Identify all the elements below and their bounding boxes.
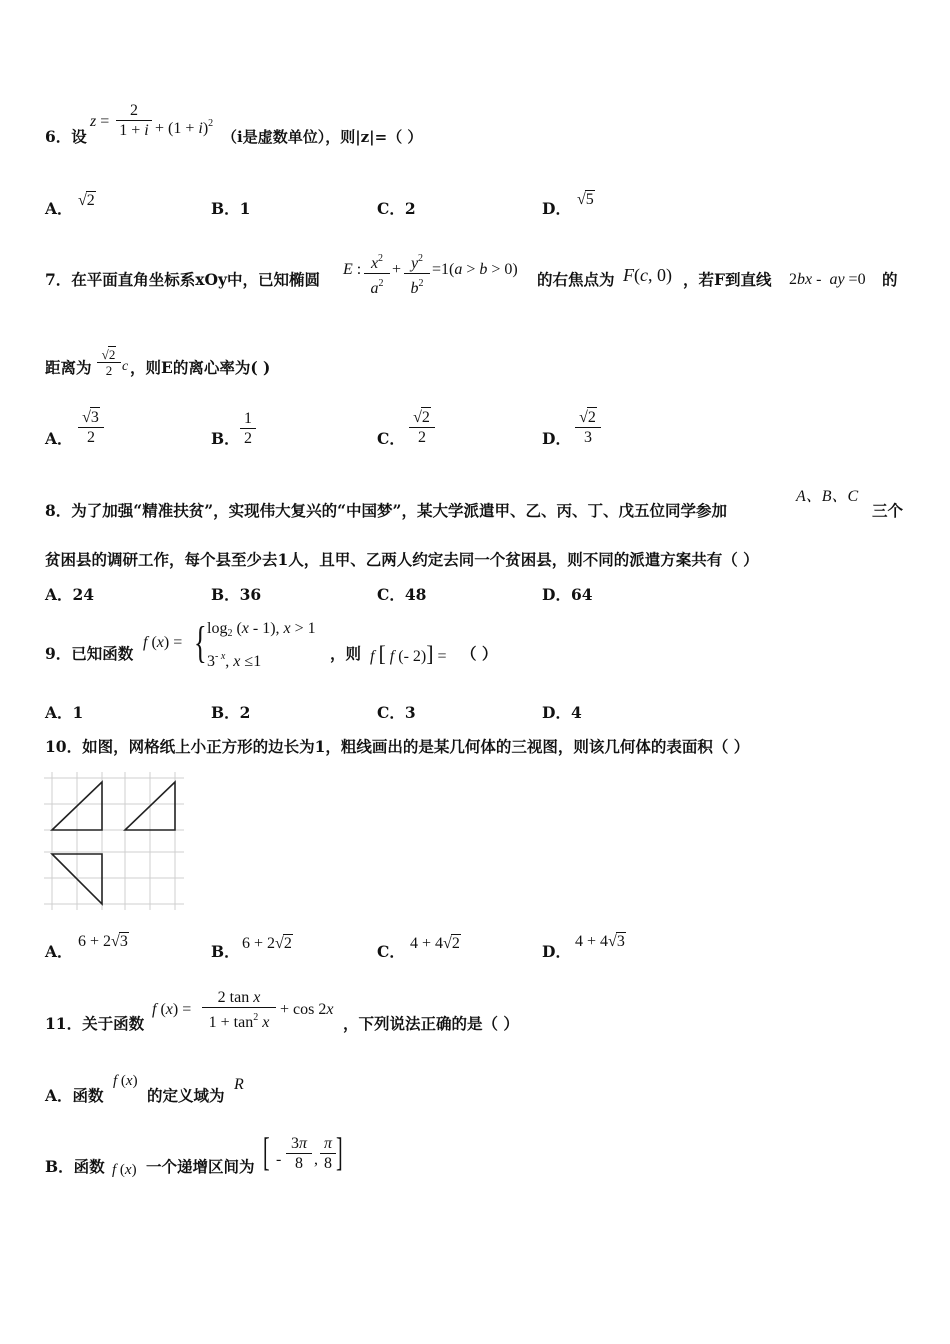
q10-option-a[interactable]: A． bbox=[45, 942, 73, 961]
q11-option-a-mid: 的定义域为 bbox=[147, 1086, 225, 1105]
q6-formula-tail: + $(1 + i)^2$ bbox=[155, 118, 214, 137]
q11-fraction: $\frac{\text{2 tan x}}{1 + \tan^2 x}$ bbox=[202, 988, 276, 1032]
q11-option-b-lower: $\frac{3\pi}{8}$ bbox=[286, 1134, 312, 1173]
q11-option-b-comma: , bbox=[314, 1151, 318, 1168]
q6-note: （i是虚数单位），则|z|=（ ） bbox=[222, 128, 423, 146]
q7-line: 2bx - ay =0 bbox=[789, 271, 866, 288]
q10-option-b-value: 6 + 2√2 bbox=[242, 935, 292, 952]
q6-option-d[interactable]: D． bbox=[542, 199, 571, 218]
q6-fraction: $\frac{2}{1 + i}$ bbox=[116, 101, 152, 140]
q7-mid2: ，若F到直线 bbox=[683, 270, 772, 289]
q7-label-text: 7．在平面直角坐标系xOy中，已知椭圆 bbox=[45, 270, 321, 289]
q11-option-a-domain: R bbox=[234, 1076, 244, 1093]
q11-function: f (x) = bbox=[152, 1001, 192, 1018]
q7-distance-fraction: $\frac{√2}{2}$ bbox=[97, 346, 121, 378]
q11-option-b-bracket-left: [ bbox=[263, 1129, 270, 1174]
q11-option-b-mid: 一个递增区间为 bbox=[146, 1157, 255, 1176]
q6-option-b[interactable]: B．1 bbox=[211, 199, 251, 218]
q9-option-d[interactable]: D．4 bbox=[542, 703, 582, 722]
q7-option-a-value: $\frac{√3}{2}$ bbox=[78, 407, 104, 447]
q6-formula: z = bbox=[90, 113, 110, 130]
q9-brace: { bbox=[194, 618, 207, 667]
q7-option-d[interactable]: D． bbox=[542, 429, 571, 448]
q11-option-b-fx: f (x) bbox=[112, 1162, 137, 1178]
q9-case2: $3^{- x}$, x ≤1 bbox=[207, 651, 262, 670]
q7-option-c-value: $\frac{√2}{2}$ bbox=[409, 407, 435, 447]
q9-option-a[interactable]: A．1 bbox=[45, 703, 84, 722]
q9-case1: $\log_2 (x - 1)$, x > 1 bbox=[207, 620, 316, 639]
q9-label: 9．已知函数 bbox=[45, 644, 134, 663]
q7-option-b[interactable]: B． bbox=[211, 429, 240, 448]
q11-option-b-upper: $\frac{\pi}{8}$ bbox=[320, 1134, 336, 1173]
q11-option-b-label[interactable]: B．函数 bbox=[45, 1157, 105, 1176]
q9-end: （ ） bbox=[461, 644, 498, 663]
q8-line2: 贫困县的调研工作，每个县至少去1人，且甲、乙两人约定去同一个贫困县，则不同的派遣方案共有（ ） bbox=[45, 550, 759, 569]
q6-option-d-value: √5 bbox=[577, 191, 594, 208]
q8-tail: 三个 bbox=[872, 501, 904, 520]
q8-option-d[interactable]: D．64 bbox=[542, 585, 593, 604]
q7-mid: 的右焦点为 bbox=[537, 270, 615, 289]
q6-label: 6．设 bbox=[45, 127, 87, 146]
q8-abc: A、B、C bbox=[796, 488, 859, 505]
q10-option-c-value: 4 + 4√2 bbox=[410, 935, 460, 952]
q11-option-b-minus: - bbox=[276, 1151, 282, 1168]
q9-option-b[interactable]: B．2 bbox=[211, 703, 251, 722]
q8-option-b[interactable]: B．36 bbox=[211, 585, 262, 604]
q9-composite: f [ f (- 2)] = bbox=[370, 641, 447, 666]
q7-line2a: 距离为 bbox=[45, 358, 92, 377]
q7-option-c[interactable]: C． bbox=[377, 429, 405, 448]
q6-option-a-value: √2 bbox=[78, 192, 95, 209]
q10-text: 10．如图，网格纸上小正方形的边长为1，粗线画出的是某几何体的三视图，则该几何体的表面积（ ） bbox=[45, 737, 750, 756]
q10-option-b[interactable]: B． bbox=[211, 942, 240, 961]
q11-option-b-bracket-right: ] bbox=[336, 1129, 343, 1174]
q7-plus: + bbox=[392, 261, 402, 278]
q8-option-c[interactable]: C．48 bbox=[377, 585, 427, 604]
q11-option-a-label[interactable]: A．函数 bbox=[45, 1086, 104, 1105]
q10-option-c[interactable]: C． bbox=[377, 942, 405, 961]
q7-option-b-value: $\frac{1}{2}$ bbox=[240, 409, 256, 448]
q8-line1: 8．为了加强“精准扶贫”，实现伟大复兴的“中国梦”，某大学派遣甲、乙、丙、丁、戊五位同学参加 bbox=[45, 501, 727, 520]
q7-ellipse-e: E : bbox=[343, 261, 362, 278]
q11-cos-term: + cos 2x bbox=[280, 1001, 334, 1018]
q7-end: 的 bbox=[882, 270, 898, 289]
q11-label: 11．关于函数 bbox=[45, 1014, 145, 1033]
q10-option-d[interactable]: D． bbox=[542, 942, 571, 961]
q8-option-a[interactable]: A．24 bbox=[45, 585, 95, 604]
q9-function: f (x) = bbox=[143, 634, 183, 651]
q7-option-d-value: $\frac{√2}{3}$ bbox=[575, 407, 601, 447]
q6-option-a[interactable]: A． bbox=[45, 199, 73, 218]
q10-option-a-value: 6 + 2√3 bbox=[78, 933, 128, 950]
q7-x-fraction: $\frac{x^2}{a^2}$ bbox=[364, 249, 390, 298]
q7-distance-c: c bbox=[122, 359, 129, 374]
q7-option-a[interactable]: A． bbox=[45, 429, 73, 448]
q7-line2b: ，则E的离心率为( ) bbox=[130, 358, 271, 377]
q9-option-c[interactable]: C．3 bbox=[377, 703, 416, 722]
q9-mid: ，则 bbox=[330, 644, 362, 663]
q10-option-d-value: 4 + 4√3 bbox=[575, 933, 625, 950]
q7-condition: =1(a > b > 0) bbox=[432, 261, 518, 278]
q7-y-fraction: $\frac{y^2}{b^2}$ bbox=[404, 249, 430, 298]
q7-focus: F(c, 0) bbox=[623, 265, 672, 285]
q7-label bbox=[45, 270, 320, 290]
q10-three-view-figure bbox=[44, 772, 184, 910]
q11-end: ，下列说法正确的是（ ） bbox=[343, 1014, 519, 1033]
q6-option-c[interactable]: C．2 bbox=[377, 199, 416, 218]
q11-option-a-fx: f (x) bbox=[113, 1073, 138, 1089]
